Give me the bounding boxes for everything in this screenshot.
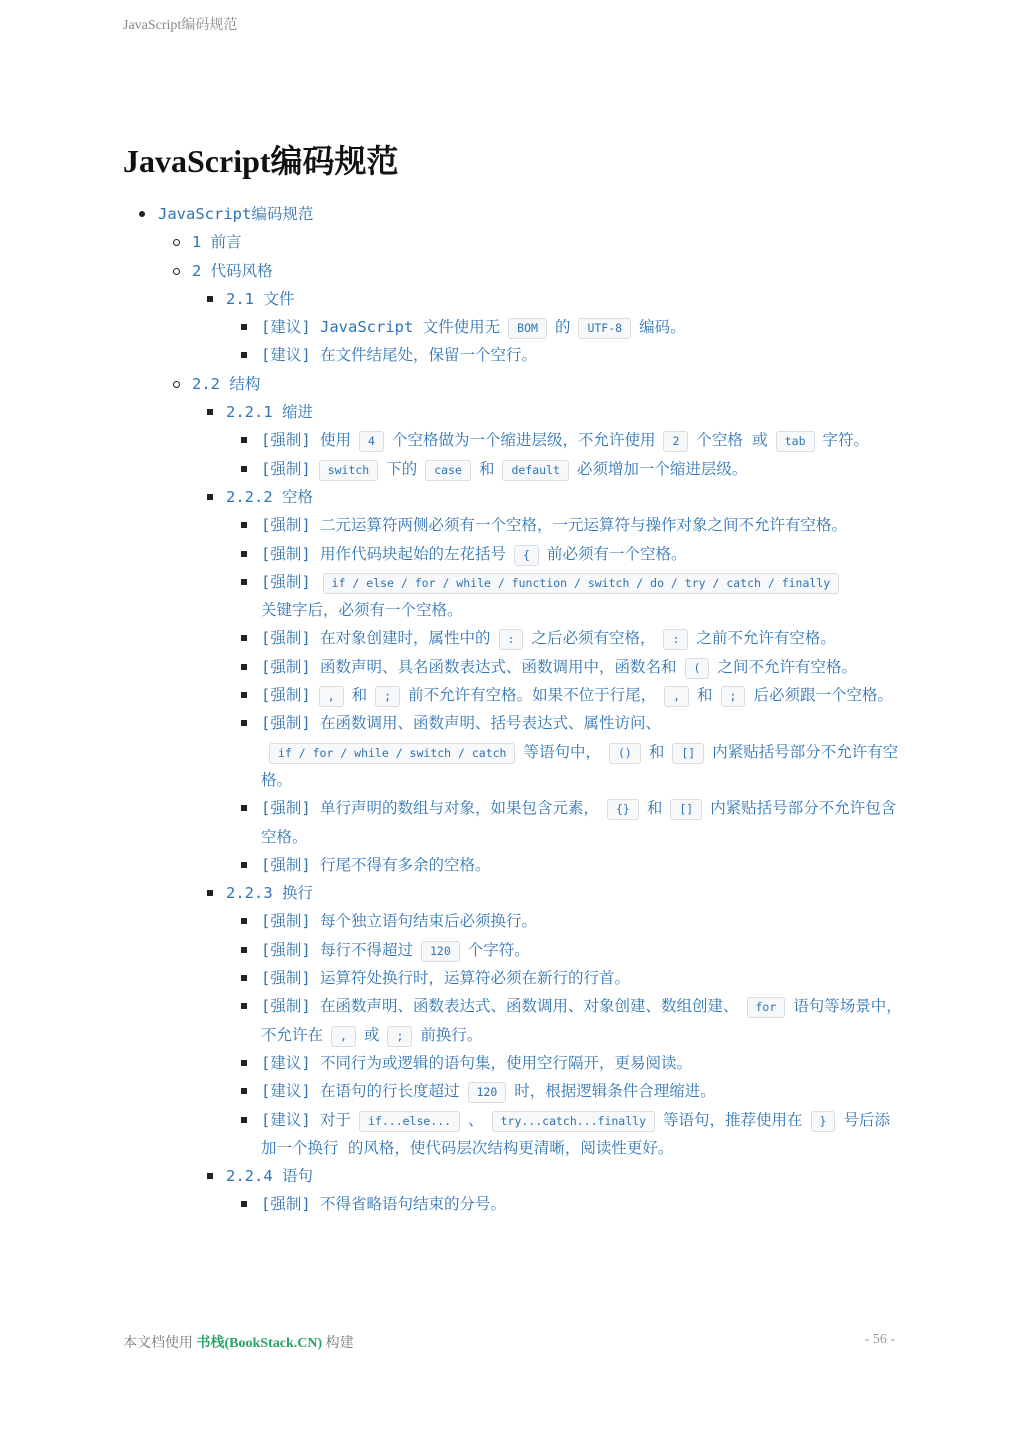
page-title: JavaScript编码规范 xyxy=(123,143,399,179)
toc-link[interactable]: 2.2 结构 xyxy=(192,374,261,393)
square-bullet-icon xyxy=(241,324,247,330)
list-item[interactable] xyxy=(226,1106,903,1163)
inline-code: 4 xyxy=(359,431,384,452)
toc-item-2-2-2[interactable] xyxy=(192,483,903,879)
toc-link[interactable]: 1 前言 xyxy=(192,233,242,252)
square-bullet-icon xyxy=(241,1201,247,1207)
square-bullet-icon xyxy=(241,692,247,698)
toc-link[interactable]: 2.2.3 换行 xyxy=(226,884,313,903)
inline-code: BOM xyxy=(508,318,547,339)
inline-code: [] xyxy=(672,743,704,764)
rule-text[interactable]: [强制] xyxy=(261,459,311,478)
toc-link[interactable]: JavaScript编码规范 xyxy=(158,205,314,223)
inline-code: , xyxy=(319,686,344,707)
rule-text[interactable]: 时，根据逻辑条件合理缩进。 xyxy=(514,1082,716,1101)
rule-text[interactable]: 前不允许有空格。如果不位于行尾， xyxy=(408,686,657,705)
rule-text[interactable]: 字符。 xyxy=(822,431,870,450)
square-bullet-icon xyxy=(241,1088,247,1094)
inline-code: () xyxy=(609,743,641,764)
rule-text[interactable]: 之后必须有空格， xyxy=(531,629,656,648)
square-bullet-icon xyxy=(207,890,213,896)
footer-suffix: 构建 xyxy=(325,1336,354,1351)
rule-text[interactable]: [建议] 在语句的行长度超过 xyxy=(261,1082,460,1101)
square-bullet-icon xyxy=(241,1060,247,1066)
rule-text[interactable]: [强制] 行尾不得有多余的空格。 xyxy=(261,855,491,874)
list-item[interactable] xyxy=(226,1077,903,1105)
rule-text[interactable]: 和 xyxy=(646,799,663,818)
list-item[interactable] xyxy=(226,794,903,851)
toc-item-2-2-1[interactable] xyxy=(192,398,903,483)
rule-text[interactable]: [强制] 不得省略语句结束的分号。 xyxy=(261,1195,506,1214)
inline-code: 120 xyxy=(421,941,460,962)
rule-text[interactable]: [强制] 在函数调用、函数声明、括号表达式、属性访问、 xyxy=(261,714,661,733)
inline-code: ; xyxy=(387,1026,412,1047)
square-bullet-icon xyxy=(241,918,247,924)
rule-text[interactable]: 等语句中， xyxy=(523,742,601,761)
rule-text[interactable]: 等语句，推荐使用在 xyxy=(663,1110,803,1129)
rule-text[interactable]: [强制] 使用 xyxy=(261,431,351,450)
inline-code: : xyxy=(499,629,524,650)
inline-code: switch xyxy=(319,460,379,481)
inline-code: [] xyxy=(670,799,702,820)
inline-code: ; xyxy=(721,686,746,707)
rule-text[interactable]: 前必须有一个空格。 xyxy=(546,544,687,563)
rule-text[interactable]: [建议] JavaScript 文件使用无 xyxy=(261,318,501,337)
running-footer xyxy=(123,1332,354,1352)
list-item[interactable] xyxy=(226,341,903,369)
list-item[interactable] xyxy=(226,1049,903,1077)
list-item[interactable] xyxy=(226,964,903,992)
running-header: JavaScript编码规范 xyxy=(123,18,238,33)
rule-text[interactable]: 、 xyxy=(468,1110,484,1129)
rule-text[interactable]: 内紧贴括号部分不允许包含空格。 xyxy=(261,799,897,846)
rule-text[interactable]: 和 xyxy=(648,742,665,761)
bookstack-link[interactable]: 书栈(BookStack.CN) xyxy=(196,1336,323,1351)
inline-code: { xyxy=(514,545,539,566)
square-bullet-icon xyxy=(241,720,247,726)
list-item[interactable] xyxy=(226,624,903,652)
rule-text[interactable]: 后必须跟一个空格。 xyxy=(753,686,893,705)
rule-text[interactable]: 下的 xyxy=(386,459,418,478)
inline-code: } xyxy=(811,1111,836,1132)
list-item[interactable] xyxy=(226,540,903,568)
square-bullet-icon xyxy=(241,975,247,981)
inline-code: if...else... xyxy=(359,1111,460,1132)
toc-link[interactable]: 2 代码风格 xyxy=(192,261,273,280)
list-item[interactable] xyxy=(226,455,903,483)
circle-bullet-icon xyxy=(173,239,180,246)
toc-item-2[interactable] xyxy=(158,257,903,370)
list-item[interactable] xyxy=(226,907,903,935)
inline-code: 120 xyxy=(468,1082,507,1103)
rule-text[interactable]: 关键字后，必须有一个空格。 xyxy=(261,601,463,620)
rule-text[interactable]: [强制] 二元运算符两侧必须有一个空格，一元运算符与操作对象之间不允许有空格。 xyxy=(261,516,847,535)
toc-item-2-2[interactable] xyxy=(158,370,903,1219)
rule-text[interactable]: [建议] 在文件结尾处，保留一个空行。 xyxy=(261,346,537,365)
rule-text[interactable]: [强制] 每行不得超过 xyxy=(261,940,413,959)
rule-text[interactable]: [强制] 在对象创建时，属性中的 xyxy=(261,629,491,648)
inline-code: default xyxy=(502,460,568,481)
toc-item-2-2-4[interactable] xyxy=(192,1162,903,1219)
toc-link[interactable]: 2.1 文件 xyxy=(226,289,295,308)
square-bullet-icon xyxy=(241,1003,247,1009)
rule-text[interactable]: [建议] 对于 xyxy=(261,1110,351,1129)
toc-item-root[interactable] xyxy=(123,200,903,1219)
square-bullet-icon xyxy=(241,437,247,443)
inline-code: if / else / for / while / function / switch / do / try / catch / finally xyxy=(323,573,840,594)
list-item[interactable] xyxy=(226,1190,903,1218)
toc-item-2-2-3[interactable] xyxy=(192,879,903,1162)
rule-text[interactable]: 和 xyxy=(697,686,713,705)
list-item[interactable] xyxy=(226,936,903,964)
rule-text[interactable]: 号后添加一个换行 的风格，使代码层次结构更清晰，阅读性更好。 xyxy=(261,1110,890,1157)
rule-text[interactable]: 和 xyxy=(351,686,368,705)
toc-item-2-1[interactable] xyxy=(192,285,903,370)
square-bullet-icon xyxy=(241,805,247,811)
inline-code: for xyxy=(747,997,786,1018)
rule-text[interactable]: 语句等场景中，不允许在 xyxy=(261,997,902,1044)
square-bullet-icon xyxy=(241,1117,247,1123)
square-bullet-icon xyxy=(207,1173,213,1179)
circle-bullet-icon xyxy=(173,268,180,275)
inline-code: , xyxy=(664,686,689,707)
square-bullet-icon xyxy=(207,409,213,415)
list-item[interactable] xyxy=(226,681,903,709)
square-bullet-icon xyxy=(241,551,247,557)
rule-text[interactable]: 必须增加一个缩进层级。 xyxy=(576,459,748,478)
inline-code: try...catch...finally xyxy=(492,1111,655,1132)
toc-link[interactable]: 2.2.4 语句 xyxy=(226,1167,313,1186)
rule-text[interactable]: [强制] 在函数声明、函数表达式、函数调用、对象创建、数组创建、 xyxy=(261,997,739,1016)
list-item[interactable] xyxy=(226,568,903,625)
inline-code: ( xyxy=(685,658,710,679)
inline-code: if / for / while / switch / catch xyxy=(269,743,515,764)
list-item[interactable] xyxy=(226,851,903,879)
rule-text[interactable]: [强制] 函数声明、具名函数表达式、函数调用中，函数名和 xyxy=(261,657,677,676)
square-bullet-icon xyxy=(241,635,247,641)
list-item[interactable] xyxy=(226,653,903,681)
square-bullet-icon xyxy=(241,664,247,670)
list-item[interactable] xyxy=(226,511,903,539)
list-item[interactable] xyxy=(226,313,903,341)
page-number: - 56 - xyxy=(864,1332,895,1347)
disc-bullet-icon xyxy=(139,211,145,217)
inline-code: , xyxy=(331,1026,356,1047)
rule-text[interactable]: [强制] xyxy=(261,686,311,705)
rule-text[interactable]: 之前不允许有空格。 xyxy=(696,629,836,648)
circle-bullet-icon xyxy=(173,381,180,388)
rule-text[interactable]: 内紧贴括号部分不允许有空格。 xyxy=(261,742,899,789)
rule-text[interactable]: [强制] 运算符处换行时，运算符必须在新行的行首。 xyxy=(261,969,630,988)
square-bullet-icon xyxy=(241,522,247,528)
inline-code: ; xyxy=(375,686,400,707)
inline-code: case xyxy=(425,460,471,481)
square-bullet-icon xyxy=(241,947,247,953)
rule-text[interactable]: [强制] 单行声明的数组与对象，如果包含元素， xyxy=(261,799,599,818)
square-bullet-icon xyxy=(241,862,247,868)
toc-link[interactable]: 2.2.1 缩进 xyxy=(226,403,313,422)
rule-text[interactable]: [强制] xyxy=(261,572,311,591)
inline-code: tab xyxy=(776,431,815,452)
rule-text[interactable]: [建议] 不同行为或逻辑的语句集，使用空行隔开，更易阅读。 xyxy=(261,1053,692,1072)
rule-text[interactable]: 的 xyxy=(554,318,571,337)
rule-text[interactable]: [强制] 每个独立语句结束后必须换行。 xyxy=(261,912,537,931)
rule-text[interactable]: 编码。 xyxy=(639,318,686,337)
square-bullet-icon xyxy=(241,352,247,358)
table-of-contents xyxy=(123,200,903,1219)
rule-text[interactable]: 前换行。 xyxy=(420,1025,483,1044)
inline-code: {} xyxy=(607,799,639,820)
square-bullet-icon xyxy=(241,579,247,585)
list-item[interactable] xyxy=(226,709,903,794)
rule-text[interactable]: 个字符。 xyxy=(467,940,530,959)
inline-code: UTF-8 xyxy=(578,318,631,339)
list-item[interactable] xyxy=(226,426,903,454)
inline-code: : xyxy=(663,629,688,650)
square-bullet-icon xyxy=(207,296,213,302)
toc-item-1[interactable] xyxy=(158,228,903,256)
square-bullet-icon xyxy=(241,466,247,472)
footer-prefix: 本文档使用 xyxy=(123,1336,193,1351)
toc-link[interactable]: 2.2.2 空格 xyxy=(226,487,313,506)
list-item[interactable] xyxy=(226,992,903,1049)
inline-code: 2 xyxy=(663,431,688,452)
rule-text[interactable]: 个空格 或 xyxy=(696,431,768,450)
rule-text[interactable]: 和 xyxy=(478,459,495,478)
rule-text[interactable]: 或 xyxy=(363,1025,380,1044)
rule-text[interactable]: 之间不允许有空格。 xyxy=(717,657,857,676)
rule-text[interactable]: 个空格做为一个缩进层级，不允许使用 xyxy=(391,431,656,450)
rule-text[interactable]: [强制] 用作代码块起始的左花括号 xyxy=(261,544,506,563)
square-bullet-icon xyxy=(207,494,213,500)
